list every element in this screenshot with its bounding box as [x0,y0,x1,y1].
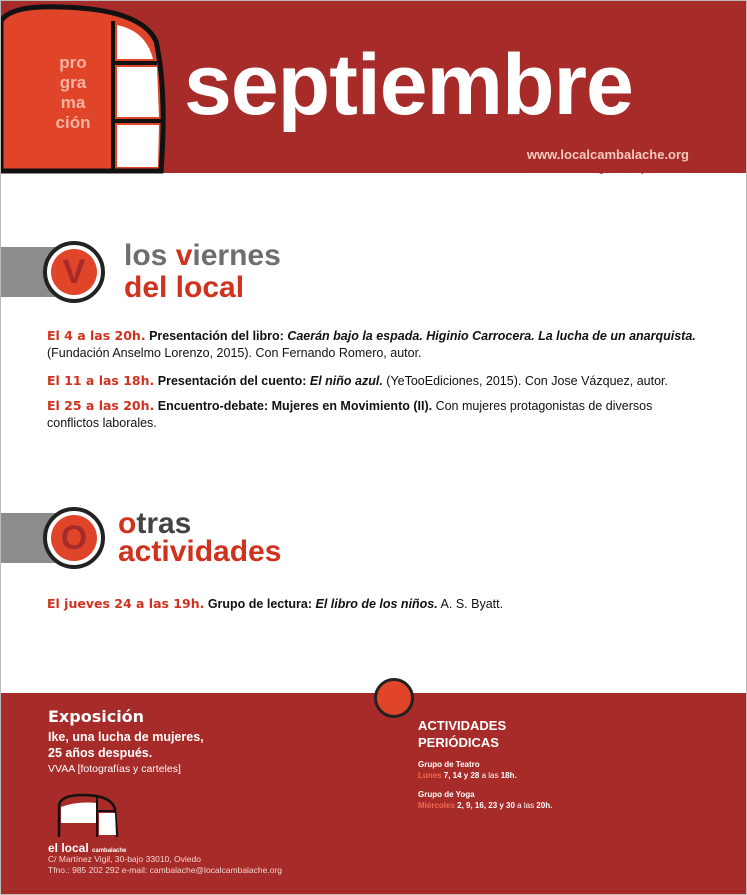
title-part: tras [136,507,192,540]
footer-band [1,693,747,895]
event-details: (Fundación Anselmo Lorenzo, 2015). Con Fernando Romero, autor. [47,346,422,360]
house-logo-small-icon [57,793,119,839]
exposicion-credit: VVAA [fotografías y carteles] [48,763,181,775]
event-date: El jueves 24 a las 19h. [47,596,205,611]
event-item [47,372,697,390]
group-dates: 2, 9, 16, 23 y 30 [454,801,515,810]
month-title: septiembre [184,37,633,133]
org-address: C/ Martínez Vigil, 30-bajo 33010, Oviedo [48,854,201,864]
event-item [47,327,697,362]
title-part: iernes [192,239,281,272]
event-heading: Encuentro-debate: Mujeres en Movimiento (II). [157,399,433,413]
title-part: v [175,239,193,272]
viernes-title [124,241,281,271]
otras-title-line2: actividades [118,535,282,568]
footer-dot-icon [374,678,414,718]
title-part: o [118,507,137,540]
prog-line: ción [55,113,91,132]
event-item [47,397,697,432]
event-heading: Presentación del cuento: [157,374,307,388]
prog-line: gra [59,73,87,92]
exposicion-title: Exposición [48,707,145,726]
subtitle-line: Ike, una lucha de mujeres, [48,730,204,744]
event-details: Con mujeres protagonistas de diversos conflictos laborales. [47,399,653,430]
exposicion-subtitle [48,729,204,761]
group-mid: a las [514,801,537,810]
group-time: 18h. [500,771,517,780]
viernes-badge [43,241,105,303]
event-date: El 25 a las 20h. [47,398,155,413]
website-link[interactable]: www.localcambalache.org [526,147,689,162]
org-name-text: el local [48,841,89,855]
event-item [47,595,697,613]
group-teatro [418,759,517,781]
group-dates: 7, 14 y 28 [441,771,480,780]
event-details: (YeTooEdiciones, 2015). Con Jose Vázquez, autor. [386,374,668,388]
event-heading: Grupo de lectura: [207,597,313,611]
group-name: Grupo de Teatro [418,760,480,769]
subtitle-line: 25 años después. [48,746,153,760]
org-contact [48,854,282,876]
group-time: 20h. [536,801,553,810]
org-name-small: cambalache [92,848,127,854]
group-name: Grupo de Yoga [418,790,475,799]
viernes-letter: V [51,249,97,295]
prog-line: pro [59,53,87,72]
event-date: El 4 a las 20h. [47,328,146,343]
org-phone-email: Tfno.: 985 202 292 e-mail: cambalache@localcambalache.org [48,865,283,875]
title-line: ACTIVIDADES [418,718,507,733]
event-title: Caerán bajo la espada. Higinio Carrocera. La lucha de un anarquista. [287,329,696,343]
event-title: El niño azul. [309,374,383,388]
event-date: El 11 a las 18h. [47,373,155,388]
group-day: Miércoles [418,801,455,810]
otras-badge [43,507,105,569]
title-part: los [124,239,176,272]
event-details: A. S. Byatt. [440,597,504,611]
event-heading: Presentación del libro: [149,329,284,343]
org-name [48,841,126,855]
header-address: C/ Martínez Vigil, 30-bajo, Oviedo [532,163,689,175]
title-line: PERIÓDICAS [418,735,499,750]
group-mid: a las [479,771,501,780]
viernes-title-line2: del local [124,271,245,304]
event-title: El libro de los niños. [315,597,438,611]
programacion-label [43,53,103,133]
otras-letter: O [51,515,97,561]
prog-line: ma [60,93,86,112]
group-yoga [418,789,552,811]
actividades-title [418,717,506,751]
group-day: Lunes [418,771,442,780]
